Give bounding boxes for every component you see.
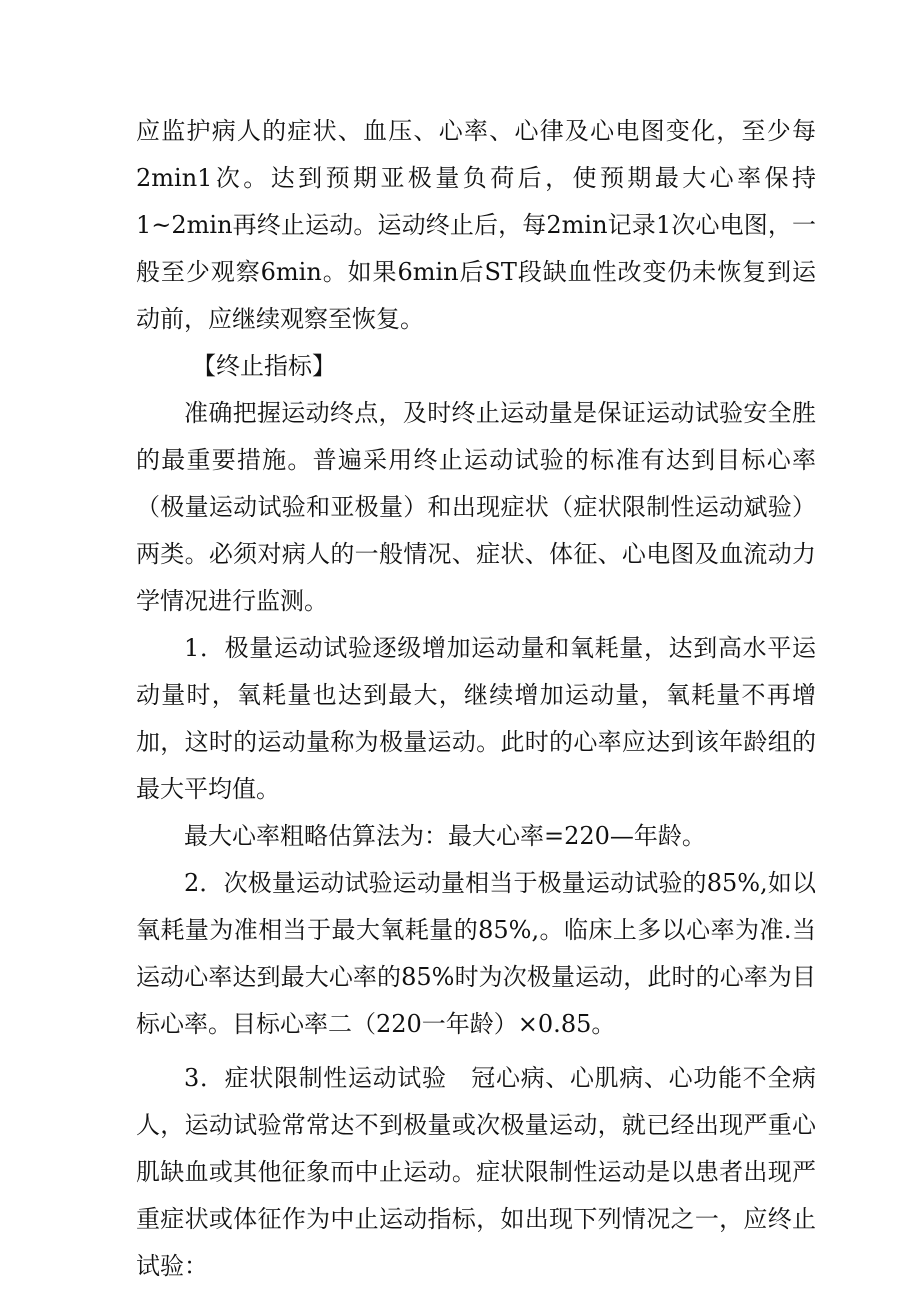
paragraph-max-heart-rate-formula: 最大心率粗略估算法为：最大心率=220—年龄。 [184, 822, 706, 850]
document-body [136, 108, 816, 1290]
paragraph-symptom-limited-test: 3．症状限制性运动试验 冠心病、心肌病、心功能不全病人，运动试验常常达不到极量或次极量运动，就已经出现严重心肌缺血或其他征象而中止运动。症状限制性运动是以患者出现严重症状或体征作为中止运动指标，如出现下列情况之一，应终止试验： [136, 1064, 816, 1280]
section-heading-termination-criteria: 【终止指标】 [192, 352, 336, 380]
paragraph-submax-exercise-test: 2．次极量运动试验运动量相当于极量运动试验的85%,如以氧耗量为准相当于最大氧耗量的85%,。临床上多以心率为准.当运动心率达到最大心率的85%时为次极量运动，此时的心率为目标心率。目标心率二（220一年龄）×0.85。 [136, 869, 816, 1038]
paragraph-max-exercise-test: 1．极量运动试验逐级增加运动量和氧耗量，达到高水平运动量时，氧耗量也达到最大，继续增加运动量，氧耗量不再增加，这时的运动量称为极量运动。此时的心率应达到该年龄组的最大平均值。 [136, 634, 816, 803]
paragraph-monitoring: 应监护病人的症状、血压、心率、心律及心电图变化，至少每2min1次。达到预期亚极量负荷后，使预期最大心率保持1~2min再终止运动。运动终止后，每2min记录1次心电图，一般至少观察6min。如果6min后ST段缺血性改变仍未恢复到运动前，应继续观察至恢复。 [136, 117, 816, 333]
paragraph-termination-intro: 准确把握运动终点，及时终止运动量是保证运动试验安全胜的最重要措施。普遍采用终止运动试验的标准有达到目标心率（极量运动试验和亚极量）和出现症状（症状限制性运动斌验）两类。必须对病人的一般情况、症状、体征、心电图及血流动力学情况进行监测。 [136, 399, 816, 615]
